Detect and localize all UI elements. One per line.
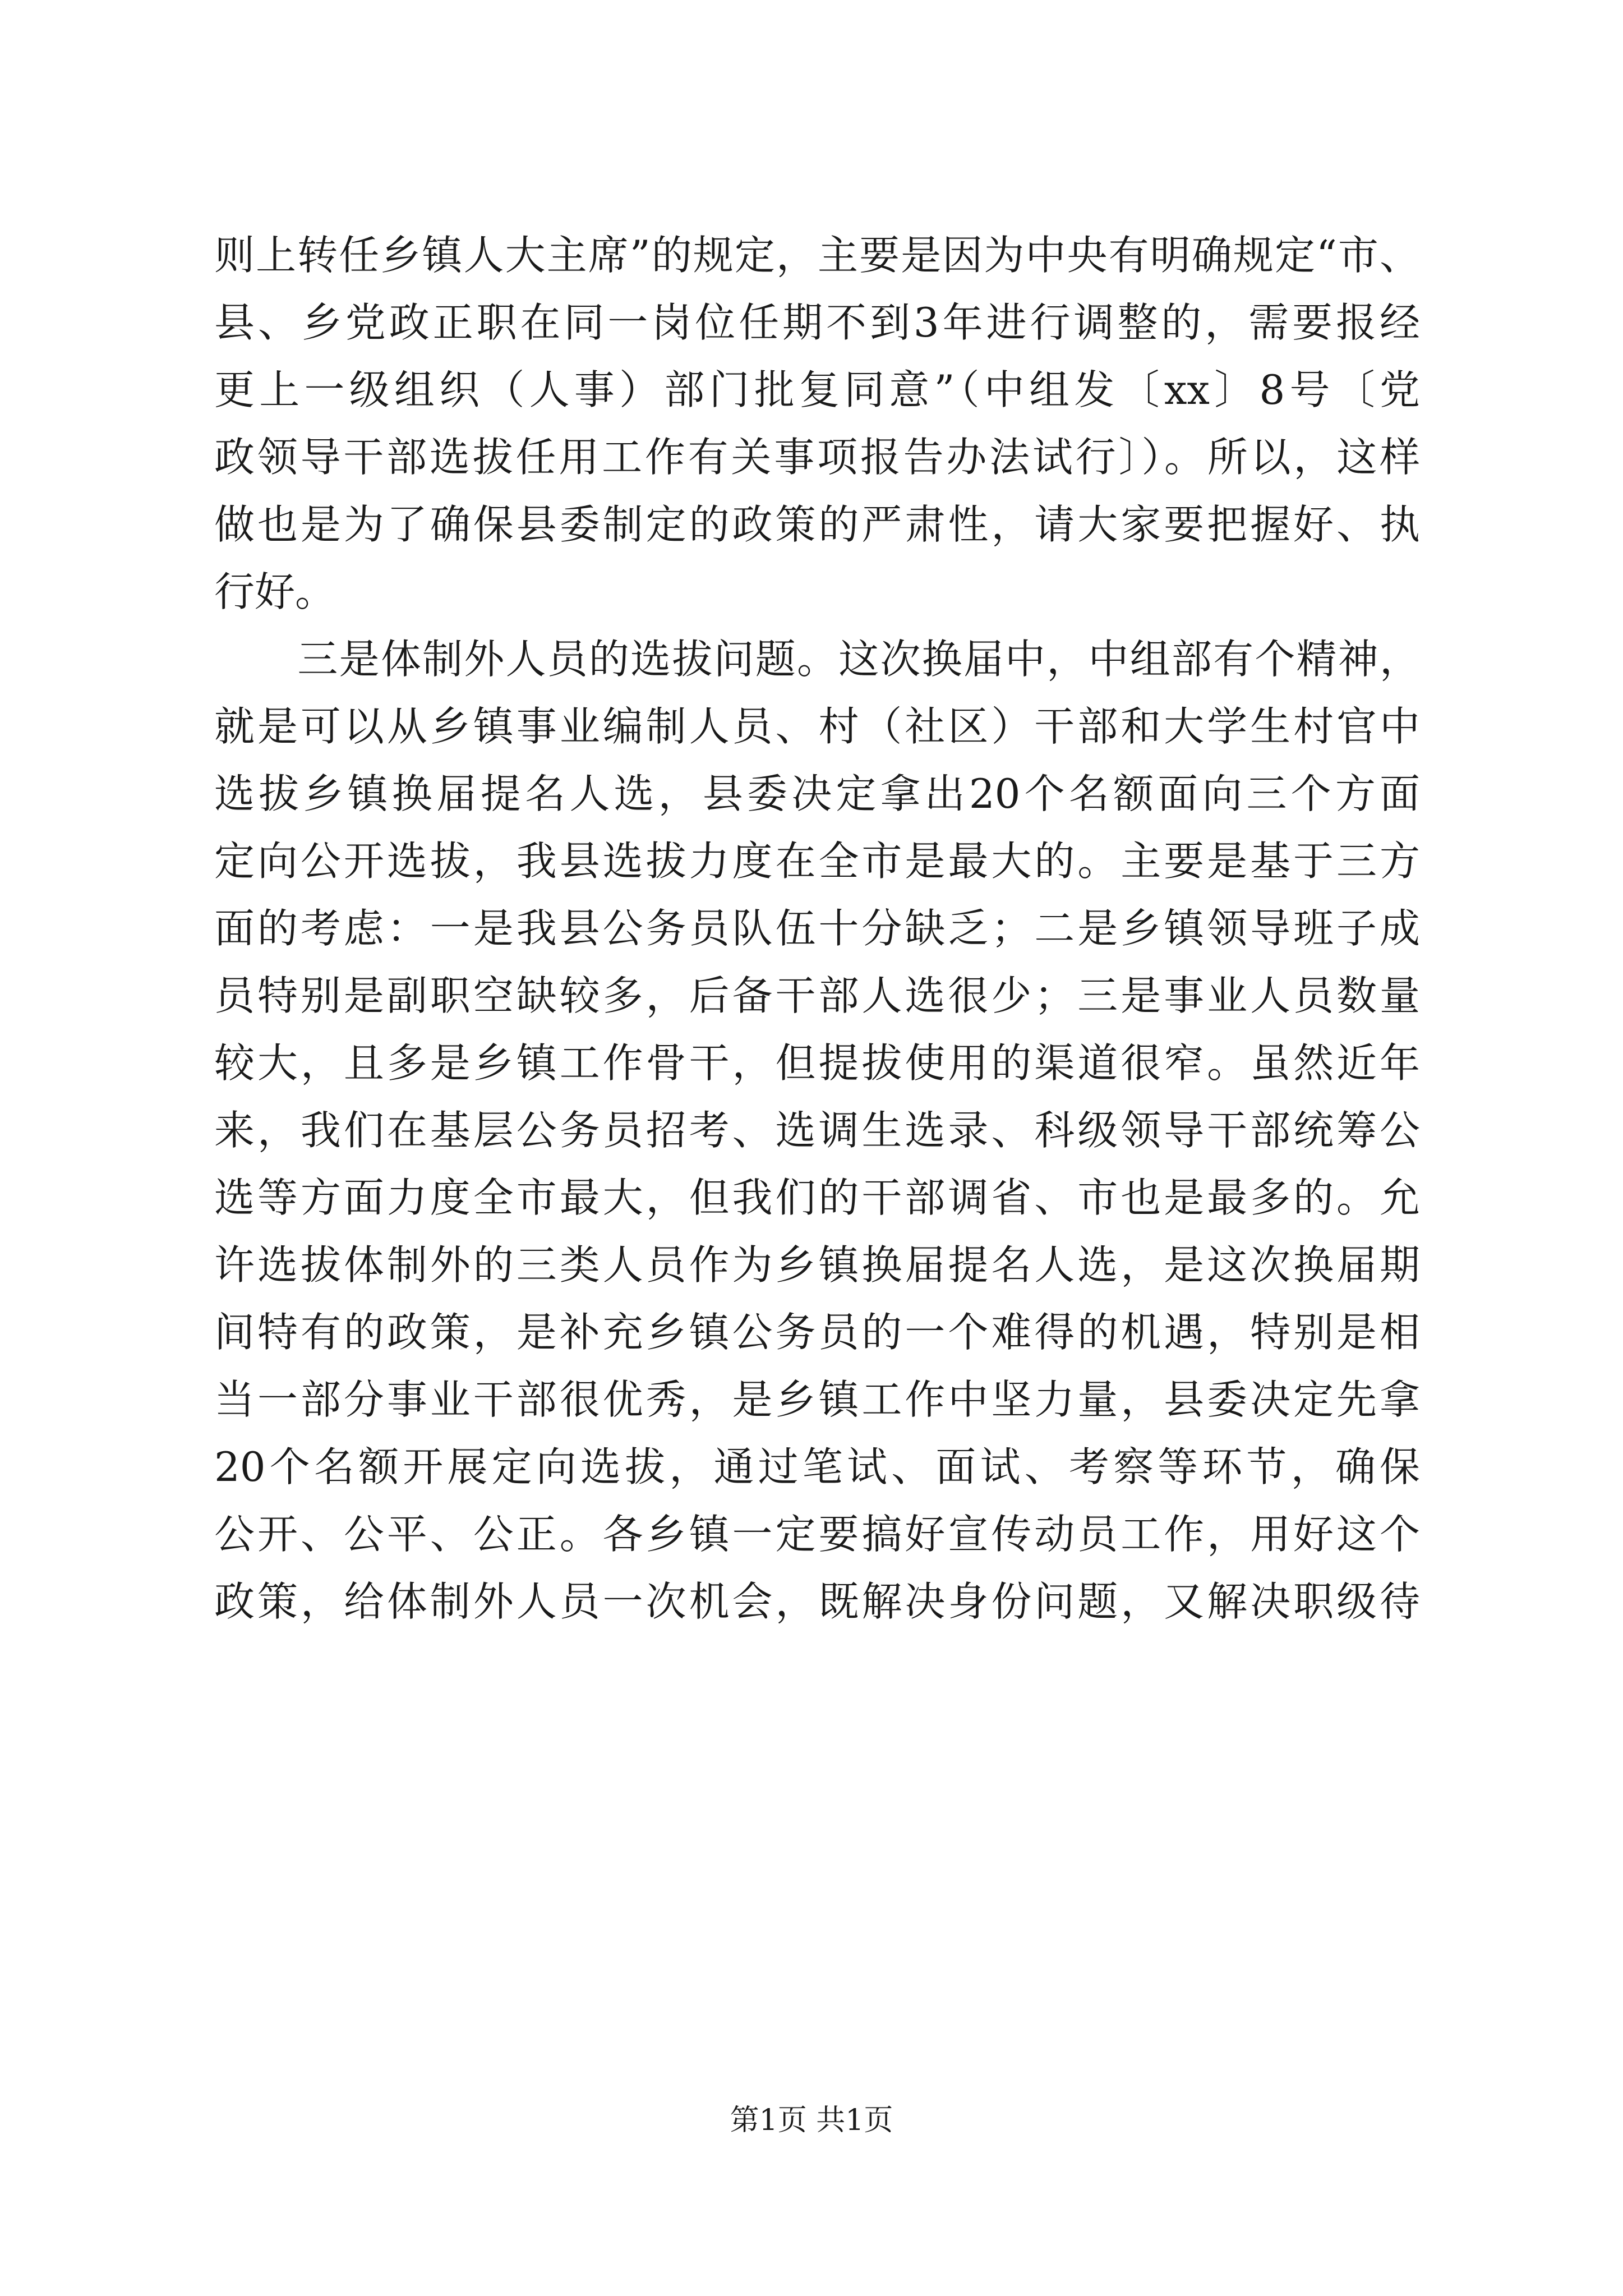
text-line-8: 就是可以从乡镇事业编制人员、村（社区）干部和大学生村官中 (214, 703, 1420, 750)
text-line-2: 县、乡党政正职在同一岗位任期不到3年进行调整的，需要报经 (214, 299, 1420, 346)
text-line-17: 间特有的政策，是补充乡镇公务员的一个难得的机遇，特别是相 (214, 1309, 1420, 1356)
text-line-5: 做也是为了确保县委制定的政策的严肃性，请大家要把握好、执 (214, 501, 1420, 548)
text-line-12: 员特别是副职空缺较多，后备干部人选很少；三是事业人员数量 (214, 972, 1420, 1019)
text-line-19: 20个名额开展定向选拔，通过笔试、面试、考察等环节，确保 (214, 1443, 1420, 1490)
text-line-15: 选等方面力度全市最大，但我们的干部调省、市也是最多的。允 (214, 1174, 1420, 1221)
text-line-6: 行好。 (214, 568, 336, 615)
text-line-10: 定向公开选拔，我县选拔力度在全市是最大的。主要是基于三方 (214, 838, 1420, 885)
text-line-13: 较大，且多是乡镇工作骨干，但提拔使用的渠道很窄。虽然近年 (214, 1039, 1420, 1087)
page-number-footer: 第1页 共1页 (730, 2104, 893, 2137)
text-line-21: 政策，给体制外人员一次机会，既解决身份问题，又解决职级待 (214, 1578, 1420, 1625)
text-line-4: 政领导干部选拔任用工作有关事项报告办法试行〕）。所以，这样 (214, 434, 1420, 481)
text-line-9: 选拔乡镇换届提名人选，县委决定拿出20个名额面向三个方面 (214, 770, 1420, 817)
text-line-11: 面的考虑：一是我县公务员队伍十分缺乏；二是乡镇领导班子成 (214, 905, 1420, 952)
text-line-20: 公开、公平、公正。各乡镇一定要搞好宣传动员工作，用好这个 (214, 1511, 1420, 1558)
text-line-1: 则上转任乡镇人大主席”的规定，主要是因为中央有明确规定“市、 (214, 232, 1420, 279)
text-line-7: 三是体制外人员的选拔问题。这次换届中，中组部有个精神， (214, 636, 1420, 683)
text-line-18: 当一部分事业干部很优秀，是乡镇工作中坚力量，县委决定先拿 (214, 1376, 1420, 1423)
text-line-3: 更上一级组织（人事）部门批复同意”（中组发〔xx〕8号〔党 (214, 366, 1420, 413)
text-line-14: 来，我们在基层公务员招考、选调生选录、科级领导干部统筹公 (214, 1107, 1420, 1154)
text-line-16: 许选拔体制外的三类人员作为乡镇换届提名人选，是这次换届期 (214, 1241, 1420, 1289)
